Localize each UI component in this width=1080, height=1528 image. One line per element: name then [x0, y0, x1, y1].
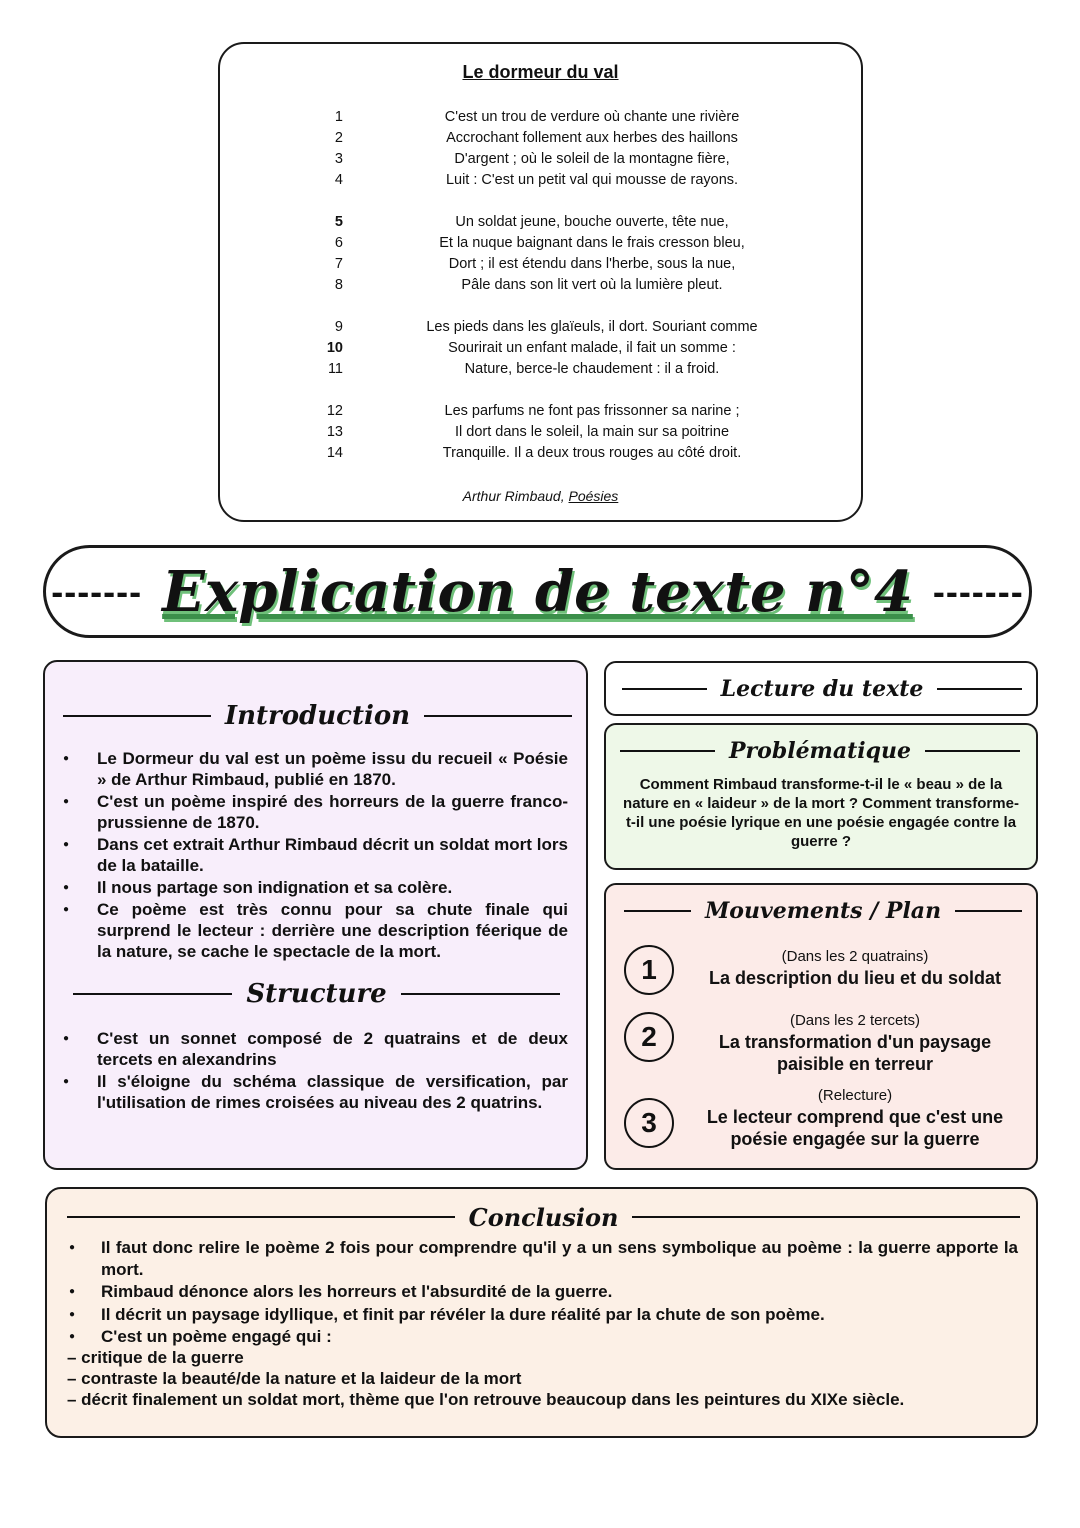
- introduction-list: [45, 748, 568, 963]
- list-item: ● Ce poème est très connu pour sa chute finale qui surprend le lecteur : derrière une description féerique de la nature, se cache le spectacle de la mort.: [45, 899, 568, 962]
- list-item: ● C'est un sonnet composé de 2 quatrains et de deux tercets en alexandrins: [45, 1028, 568, 1070]
- heading-rule: [67, 1216, 455, 1218]
- conclusion-box: [45, 1187, 1038, 1438]
- verse-number: 14: [326, 444, 343, 461]
- poem-credit: [220, 488, 861, 504]
- list-item: ● Il nous partage son indignation et sa colère.: [45, 877, 568, 898]
- verse-number: 8: [334, 276, 343, 293]
- introduction-heading: [63, 698, 572, 734]
- verse-line: [220, 274, 861, 295]
- verse-text: Les parfums ne font pas frissonner sa narine ;: [444, 402, 740, 419]
- verse-number: 1: [334, 108, 343, 125]
- verse-text: Luit : C'est un petit val qui mousse de rayons.: [445, 171, 739, 188]
- conclusion-heading: [67, 1199, 1020, 1235]
- poem-body: [220, 106, 861, 484]
- heading-rule: [632, 1216, 1020, 1218]
- list-item: ● C'est un poème inspiré des horreurs de la guerre franco-prussienne de 1870.: [45, 791, 568, 833]
- list-item: ● C'est un poème engagé qui :: [47, 1326, 1018, 1348]
- movement-sub: (Dans les 2 tercets): [789, 1012, 921, 1029]
- verse-number: 9: [334, 318, 343, 335]
- heading-rule: [622, 688, 707, 690]
- list-item: ● Il décrit un paysage idyllique, et finit par révéler la dure réalité par la chute de son poème.: [47, 1304, 1018, 1326]
- verse-text: Accrochant follement aux herbes des haillons: [446, 129, 738, 146]
- heading-rule: [620, 750, 715, 752]
- poem-author: Arthur Rimbaud,: [462, 488, 569, 504]
- lecture-heading: [622, 671, 1022, 707]
- verse-line: [220, 337, 861, 358]
- verse-text: Sourirait un enfant malade, il fait un somme :: [448, 339, 736, 356]
- verse-line: [220, 148, 861, 169]
- verse-number: 4: [334, 171, 343, 188]
- list-item: ● Dans cet extrait Arthur Rimbaud décrit un soldat mort lors de la bataille.: [45, 834, 568, 876]
- heading-rule: [937, 688, 1022, 690]
- movement-text: [686, 1086, 1024, 1150]
- movement-number-circle: 2: [624, 1012, 674, 1062]
- verse-number: 2: [334, 129, 343, 146]
- stanza-2: [220, 211, 861, 295]
- movement-sub: (Relecture): [817, 1087, 893, 1104]
- verse-number: 13: [326, 423, 343, 440]
- verse-number: 5: [334, 213, 343, 230]
- heading-rule: [624, 910, 691, 912]
- verse-line: [220, 316, 861, 337]
- verse-number: 7: [334, 255, 343, 272]
- verse-line: [220, 253, 861, 274]
- movement-main: La transformation d'un paysage paisible en terreur: [718, 1032, 992, 1074]
- plan-heading: [624, 893, 1022, 929]
- introduction-box: [43, 660, 588, 1170]
- verse-text: Tranquille. Il a deux trous rouges au côté droit.: [442, 444, 742, 461]
- title-banner: [43, 545, 1032, 638]
- heading-rule: [401, 993, 560, 995]
- verse-text: Pâle dans son lit vert où la lumière pleut.: [461, 276, 723, 293]
- verse-line: [220, 442, 861, 463]
- list-item: ● Il s'éloigne du schéma classique de versification, par l'utilisation de rimes croisées au niveau des 2 quatrins.: [45, 1071, 568, 1113]
- verse-line: [220, 400, 861, 421]
- verse-line: [220, 127, 861, 148]
- heading-rule: [955, 910, 1022, 912]
- verse-text: D'argent ; où le soleil de la montagne fière,: [454, 150, 730, 167]
- banner-dashes-left: -------: [51, 570, 143, 612]
- verse-text: Dort ; il est étendu dans l'herbe, sous la nue,: [448, 255, 736, 272]
- verse-line: [220, 211, 861, 232]
- problematique-heading-label: Problématique: [729, 738, 911, 764]
- poem-work: Poésies: [568, 488, 619, 504]
- verse-line: [220, 169, 861, 190]
- movement-number-circle: 3: [624, 1098, 674, 1148]
- lecture-heading-label: Lecture du texte: [720, 676, 924, 702]
- movement-sub: (Dans les 2 quatrains): [781, 948, 929, 965]
- verse-text: Les pieds dans les glaïeuls, il dort. Souriant comme: [426, 318, 758, 335]
- movement-main: La description du lieu et du soldat: [708, 968, 1002, 988]
- verse-text: C'est un trou de verdure où chante une rivière: [444, 108, 740, 125]
- banner-dashes-right: -------: [932, 570, 1024, 612]
- page-title: Explication de texte n°4: [162, 558, 913, 625]
- verse-number: 11: [327, 360, 343, 377]
- banner-inner: [46, 548, 1029, 635]
- verse-number: 12: [326, 402, 343, 419]
- verse-text: Il dort dans le soleil, la main sur sa poitrine: [454, 423, 730, 440]
- verse-number: 6: [334, 234, 343, 251]
- movement-text: [686, 947, 1024, 989]
- plan-heading-label: Mouvements / Plan: [704, 898, 942, 924]
- stanza-1: [220, 106, 861, 190]
- problematique-box: [604, 723, 1038, 870]
- structure-heading: [73, 976, 560, 1012]
- verse-text: Et la nuque baignant dans le frais cresson bleu,: [439, 234, 745, 251]
- conclusion-dash-item: – contraste la beauté/de la nature et la laideur de la mort: [67, 1369, 522, 1388]
- poem-box: [218, 42, 863, 522]
- movement-text: [686, 1011, 1024, 1075]
- poem-title: Le dormeur du val: [462, 62, 619, 82]
- stanza-4: [220, 400, 861, 463]
- conclusion-heading-label: Conclusion: [468, 1202, 619, 1232]
- heading-rule: [63, 715, 211, 717]
- problematique-heading: [620, 733, 1020, 769]
- movement-number-circle: 1: [624, 945, 674, 995]
- structure-heading-label: Structure: [246, 979, 387, 1009]
- problematique-text: Comment Rimbaud transforme-t-il le « beau » de la nature en « laideur » de la mort ? Comment transforme-t-il une poésie lyrique en une poésie engagée contre la guerre ?: [623, 776, 1019, 850]
- verse-line: [220, 106, 861, 127]
- verse-line: [220, 358, 861, 379]
- verse-text: Un soldat jeune, bouche ouverte, tête nue,: [455, 213, 729, 230]
- verse-line: [220, 232, 861, 253]
- list-item: ● Il faut donc relire le poème 2 fois pour comprendre qu'il y a un sens symbolique au poème : la guerre apporte la mort.: [47, 1237, 1018, 1280]
- verse-number: 3: [334, 150, 343, 167]
- stanza-3: [220, 316, 861, 379]
- verse-line: [220, 421, 861, 442]
- heading-rule: [424, 715, 572, 717]
- verse-number: 10: [326, 339, 343, 356]
- introduction-heading-label: Introduction: [224, 701, 411, 731]
- list-item: ● Le Dormeur du val est un poème issu du recueil « Poésie » de Arthur Rimbaud, publié en 1870.: [45, 748, 568, 790]
- list-item: ● Rimbaud dénonce alors les horreurs et l'absurdité de la guerre.: [47, 1281, 1018, 1303]
- verse-text: Nature, berce-le chaudement : il a froid.: [464, 360, 720, 377]
- structure-list: [45, 1028, 568, 1114]
- movement-main: Le lecteur comprend que c'est une poésie engagée sur la guerre: [706, 1107, 1004, 1149]
- heading-rule: [925, 750, 1020, 752]
- conclusion-dash-item: – décrit finalement un soldat mort, thème que l'on retrouve beaucoup dans les peintures du XIXe siècle.: [67, 1390, 905, 1409]
- lecture-box: [604, 661, 1038, 716]
- plan-box: [604, 883, 1038, 1170]
- conclusion-list: [47, 1237, 1018, 1349]
- heading-rule: [73, 993, 232, 995]
- conclusion-dash-item: – critique de la guerre: [67, 1348, 244, 1367]
